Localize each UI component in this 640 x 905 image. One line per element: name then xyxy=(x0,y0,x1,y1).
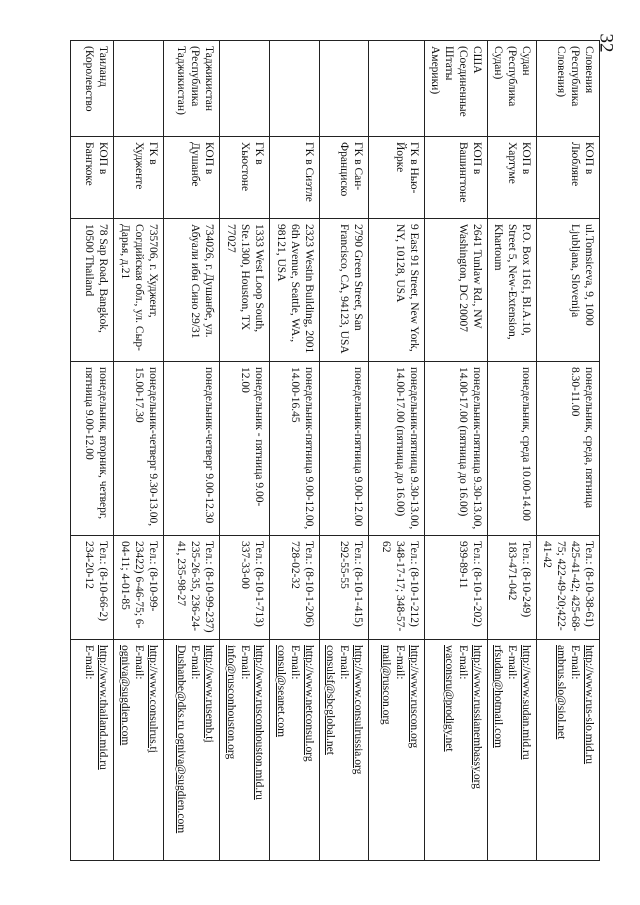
phone-text: Тел.: (8-10-66-2) 234-20-12 xyxy=(82,541,109,622)
phone-text: Тел.: (8-10-1-415) 292-55-55 xyxy=(337,541,364,627)
office-cell xyxy=(487,137,536,219)
hours-cell xyxy=(70,362,113,536)
address-text: 2641 Tunlaw Rd., NW Washington, DC 20007 xyxy=(456,224,483,333)
contacts-cell xyxy=(424,640,487,861)
hours-cell xyxy=(219,362,269,536)
phone-text: Тел.: (8-10-1-713) 337-33-00 xyxy=(238,541,265,627)
hours-text: понедельник, вторник, четверг, пятница 9.00-12.00 xyxy=(82,367,109,520)
website-link[interactable]: http://www.thailand.mid.ru xyxy=(96,645,109,770)
consulates-table xyxy=(70,40,600,861)
website-link[interactable]: http://www.netconsul.org xyxy=(302,645,315,762)
hours-text: понедельник, среда, пятница 8.30-11.00 xyxy=(568,367,595,509)
email-link[interactable]: ogniva@sugdien.com xyxy=(118,645,131,746)
office-cell xyxy=(219,137,269,219)
email-label: E-mail: xyxy=(505,645,518,680)
country-cell xyxy=(368,41,424,137)
office-text: КОП в Любляне xyxy=(568,142,595,187)
contacts-cell xyxy=(70,640,113,861)
country-cell xyxy=(113,41,163,137)
office-text: КОП в Вашингтоне xyxy=(456,142,483,203)
phone-cell xyxy=(319,536,368,640)
table-row xyxy=(368,41,424,861)
email-link[interactable]: mail@ruscon.org xyxy=(379,645,392,725)
contacts-cell xyxy=(368,640,424,861)
email-link[interactable]: consulsf@sbcglobal.net xyxy=(323,645,336,755)
table-row xyxy=(319,41,368,861)
email-label: E-mail: xyxy=(82,645,95,680)
address-text: ul.Tomsiceva, 9, 1000 Ljubljana, Slovenija xyxy=(568,224,595,326)
table-row xyxy=(269,41,319,861)
website-link[interactable]: http://www.ruscon.org xyxy=(407,645,420,749)
contacts-cell xyxy=(163,640,219,861)
office-text: ГК в Сиэтле xyxy=(302,142,315,202)
country-cell xyxy=(70,41,113,137)
website-link[interactable]: http://www.rusemb.tj xyxy=(202,645,215,743)
country-text: Судан (Республика Судан) xyxy=(491,46,532,107)
hours-text: понедельник-пятница 9.00-12.00, 14.00-16.45 xyxy=(288,367,315,530)
rotated-table-wrapper xyxy=(82,40,600,860)
contacts-cell xyxy=(487,640,536,861)
phone-text: Тел.: (8-10-99-23422) 6-46-75; 6-04-11; 4-01-85 xyxy=(118,541,159,629)
office-cell xyxy=(70,137,113,219)
contacts-cell xyxy=(319,640,368,861)
website-link[interactable]: http://www.consulrussia.org xyxy=(351,645,364,775)
address-cell xyxy=(163,219,219,362)
phone-text: Тел.: (8-10-1-202) 939-89-11 xyxy=(456,541,483,627)
hours-text: понедельник - пятница 9.00-12.00 xyxy=(238,367,265,507)
email-link[interactable]: ambrus.slo@siol.net xyxy=(554,645,567,740)
address-text: 9 East 91 Street, New York, NY, 10128, USA xyxy=(393,224,420,352)
address-cell xyxy=(536,219,599,362)
email-label: E-mail: xyxy=(456,645,469,680)
address-cell xyxy=(113,219,163,362)
address-cell xyxy=(219,219,269,362)
office-text: КОП в Душанбе xyxy=(188,142,215,187)
email-label: E-mail: xyxy=(132,645,145,680)
office-text: КОП в Бангкоке xyxy=(82,142,109,186)
address-text: P.O. Box 1161, Bl.A.10, Street 5, New-Extension, Khartoum xyxy=(491,224,532,340)
hours-cell xyxy=(163,362,219,536)
hours-text: понедельник-пятница 9.00-12.00 xyxy=(351,367,364,527)
hours-text: понедельник-четверг 9.30-13.00, 15.00-17.30 xyxy=(132,367,159,527)
hours-text: понедельник, среда 10.00-14.00 xyxy=(519,367,532,521)
office-text: ГК в Сан-Франциско xyxy=(337,142,364,197)
hours-cell xyxy=(536,362,599,536)
address-cell xyxy=(424,219,487,362)
page-number: 32 xyxy=(595,33,617,53)
country-cell xyxy=(219,41,269,137)
table-row xyxy=(219,41,269,861)
table-row xyxy=(113,41,163,861)
address-text: 734026, г. Душанбе, ул. Абуали ибн Сино 29/31 xyxy=(188,224,215,339)
phone-cell xyxy=(163,536,219,640)
hours-text: понедельник-пятница 9.30-13.00, 14.00-17.00 (пятница до 16.00) xyxy=(393,367,420,530)
contacts-cell xyxy=(219,640,269,861)
hours-cell xyxy=(487,362,536,536)
email-link[interactable]: rfsudan@hotmail.com xyxy=(491,645,504,748)
contacts-cell xyxy=(536,640,599,861)
country-text: Таиланд (Королевство xyxy=(82,46,109,112)
country-cell xyxy=(319,41,368,137)
hours-cell xyxy=(113,362,163,536)
office-text: ГК в Нью-Йорке xyxy=(393,142,420,194)
email-link[interactable]: info@rusconhouston.org xyxy=(224,645,237,760)
address-text: 78 Sap Road, Bangkok, 10500 Thailand xyxy=(82,224,109,333)
phone-cell xyxy=(219,536,269,640)
email-label: E-mail: xyxy=(568,645,581,680)
address-cell xyxy=(269,219,319,362)
address-text: 2790 Green Street, San Francisco, CA, 94123, USA xyxy=(337,224,364,354)
phone-text: Тел.: (8-10-249) 183-471-042 xyxy=(505,541,532,618)
country-cell xyxy=(424,41,487,137)
phone-text: Тел.: (8-10-1-212) 348-17-17; 348-57-62 xyxy=(379,541,420,632)
phone-cell xyxy=(536,536,599,640)
email-link[interactable]: consul@seanet.com xyxy=(274,645,287,738)
email-link[interactable]: waconsru@prodigy.net xyxy=(442,645,455,752)
hours-text: понедельник-четверг 9.00-12.30 xyxy=(202,367,215,524)
office-cell xyxy=(319,137,368,219)
table-row xyxy=(424,41,487,861)
table-row xyxy=(536,41,599,861)
hours-cell xyxy=(319,362,368,536)
office-cell xyxy=(269,137,319,219)
email-label: E-mail: xyxy=(337,645,350,680)
country-text: США (Соединенные Штаты Америки) xyxy=(428,46,483,117)
website-link[interactable]: http://www.sudan.mid.ru xyxy=(519,645,532,760)
email-label: E-mail: xyxy=(188,645,201,680)
hours-cell xyxy=(269,362,319,536)
office-text: ГК в Худженте xyxy=(132,142,159,190)
country-text: Словения (Республика Словения) xyxy=(554,46,595,107)
address-cell xyxy=(70,219,113,362)
phone-cell xyxy=(368,536,424,640)
office-text: КОП в Хартуме xyxy=(505,142,532,184)
email-label: E-mail: xyxy=(238,645,251,680)
hours-cell xyxy=(424,362,487,536)
phone-cell xyxy=(487,536,536,640)
office-cell xyxy=(424,137,487,219)
table-row xyxy=(487,41,536,861)
contacts-cell xyxy=(113,640,163,861)
country-text: Таджикистан (Республика Таджикистан) xyxy=(174,46,215,115)
website-link[interactable]: http://www.russianembassy.org xyxy=(470,645,483,789)
table-row xyxy=(163,41,219,861)
website-link[interactable]: http://www.consulrus.tj xyxy=(146,645,159,753)
address-cell xyxy=(319,219,368,362)
address-text: 1333 West Loop South, Ste.1300, Houston, TX 77027 xyxy=(224,224,265,333)
address-cell xyxy=(368,219,424,362)
phone-text: Тел.: (8-10-1-206) 728-02-32 xyxy=(288,541,315,627)
hours-text: понедельник-пятница 9.30-13.00, 14.00-17.00 (пятница до 16.00) xyxy=(456,367,483,530)
email-label: E-mail: xyxy=(288,645,301,680)
office-cell xyxy=(536,137,599,219)
phone-cell xyxy=(70,536,113,640)
country-cell xyxy=(163,41,219,137)
office-cell xyxy=(113,137,163,219)
phone-cell xyxy=(424,536,487,640)
country-cell xyxy=(536,41,599,137)
email-label: E-mail: xyxy=(393,645,406,680)
address-text: 2323 Westin Building, 2001 6th Avenue, Seattle, WA., 98121, USA xyxy=(274,224,315,354)
office-cell xyxy=(163,137,219,219)
address-text: 735706, г. Худжент, Согдийская обл., ул. Сыр-Дарья, д.21 xyxy=(118,224,159,351)
office-cell xyxy=(368,137,424,219)
website-link[interactable]: http://www.rusconhouston.mid.ru xyxy=(252,645,265,800)
hours-cell xyxy=(368,362,424,536)
phone-cell xyxy=(113,536,163,640)
phone-text: Тел.: (8-10-99-237) 235-26-35, 236-24-41, 235-98-27 xyxy=(174,541,215,633)
phone-text: Тел.: (8-10-38-61) 425-41-42; 425-68-75; 422-49-20;422-41-42 xyxy=(540,541,595,632)
country-cell xyxy=(487,41,536,137)
website-link[interactable]: http://www.rus-slo.mid.ru xyxy=(583,645,595,765)
country-cell xyxy=(269,41,319,137)
email-link[interactable]: Dushanbe@dks.ru ogniva@sugdien.com xyxy=(174,645,187,834)
phone-cell xyxy=(269,536,319,640)
contacts-cell xyxy=(269,640,319,861)
table-row xyxy=(70,41,113,861)
office-text: ГК в Хьюстоне xyxy=(238,142,265,192)
address-cell xyxy=(487,219,536,362)
